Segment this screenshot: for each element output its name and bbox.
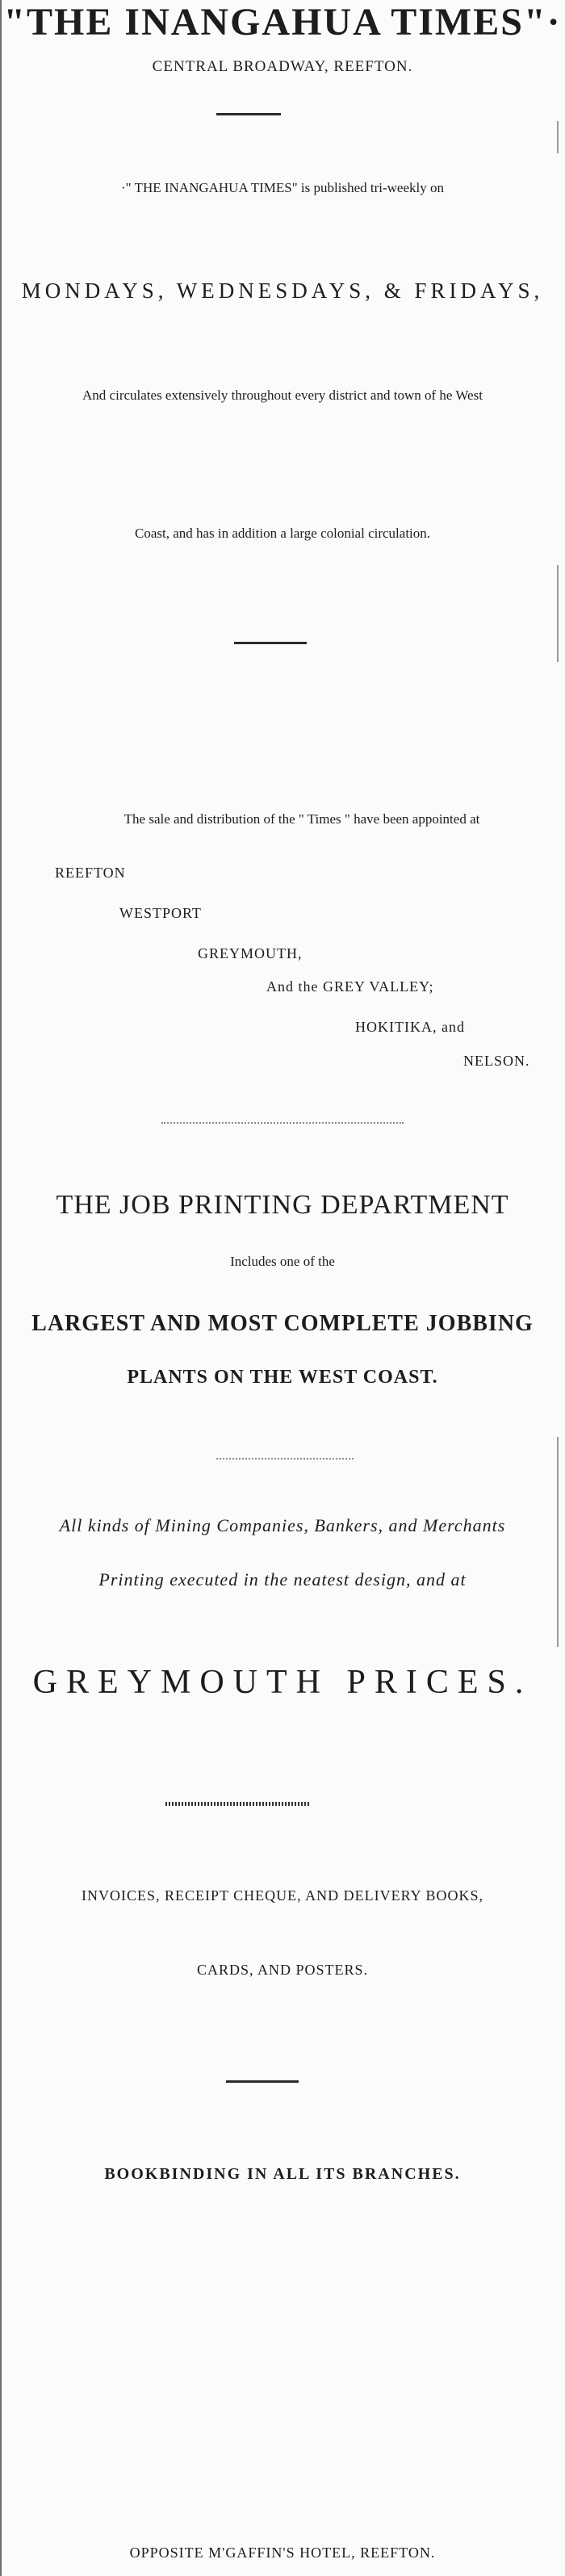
publication-intro: ·" THE INANGAHUA TIMES" is published tri-weekly on: [121, 180, 444, 195]
bookbinding-text: BOOKBINDING IN ALL ITS BRANCHES.: [104, 2165, 461, 2183]
distribution-intro: The sale and distribution of the " Times " have been appointed at: [123, 811, 480, 827]
dotted-rule: [216, 1458, 354, 1460]
section-rule: [234, 642, 307, 644]
right-column-rule: [557, 1437, 559, 1647]
place-reefton: REEFTON: [55, 865, 126, 881]
masthead-address: CENTRAL BROADWAY, REEFTON.: [152, 58, 413, 75]
ornamental-rule: [216, 113, 281, 115]
place-grey-valley: And the GREY VALLEY;: [266, 978, 434, 995]
kinds-line-2: Printing executed in the neatest design, and at: [98, 1569, 467, 1590]
ornamental-rule: [226, 2080, 299, 2083]
kinds-line-1: All kinds of Mining Companies, Bankers, and Merchants: [59, 1515, 506, 1535]
stationery-line-2: CARDS, AND POSTERS.: [196, 1962, 369, 1978]
publication-days: MONDAYS, WEDNESDAYS, & FRIDAYS,: [21, 279, 544, 303]
dotted-rule: [161, 1122, 404, 1124]
place-greymouth: GREYMOUTH,: [198, 945, 303, 961]
job-printing-largest: LARGEST AND MOST COMPLETE JOBBING: [31, 1311, 534, 1336]
place-nelson: NELSON.: [463, 1053, 530, 1069]
circulation-text: And circulates extensively throughout every district and town of he West: [82, 387, 483, 403]
footer-address: OPPOSITE M'GAFFIN'S HOTEL, REEFTON.: [129, 2545, 436, 2561]
wavy-rule: [165, 1802, 311, 1806]
stationery-line-1: INVOICES, RECEIPT CHEQUE, AND DELIVERY BOOKS,: [81, 1887, 483, 1904]
right-column-rule: [557, 565, 559, 662]
left-column-rule: [0, 0, 2, 2576]
coast-text: Coast, and has in addition a large colonial circulation.: [134, 526, 431, 541]
place-hokitika: HOKITIKA, and: [355, 1019, 465, 1035]
job-printing-plants: PLANTS ON THE WEST COAST.: [127, 1367, 438, 1388]
masthead-title: "THE INANGAHUA TIMES"·: [3, 1, 562, 44]
job-printing-heading: THE JOB PRINTING DEPARTMENT: [56, 1190, 509, 1220]
right-column-rule: [557, 121, 559, 153]
place-westport: WESTPORT: [119, 905, 202, 921]
job-printing-includes: Includes one of the: [230, 1254, 335, 1269]
greymouth-prices: GREYMOUTH PRICES.: [32, 1664, 533, 1701]
